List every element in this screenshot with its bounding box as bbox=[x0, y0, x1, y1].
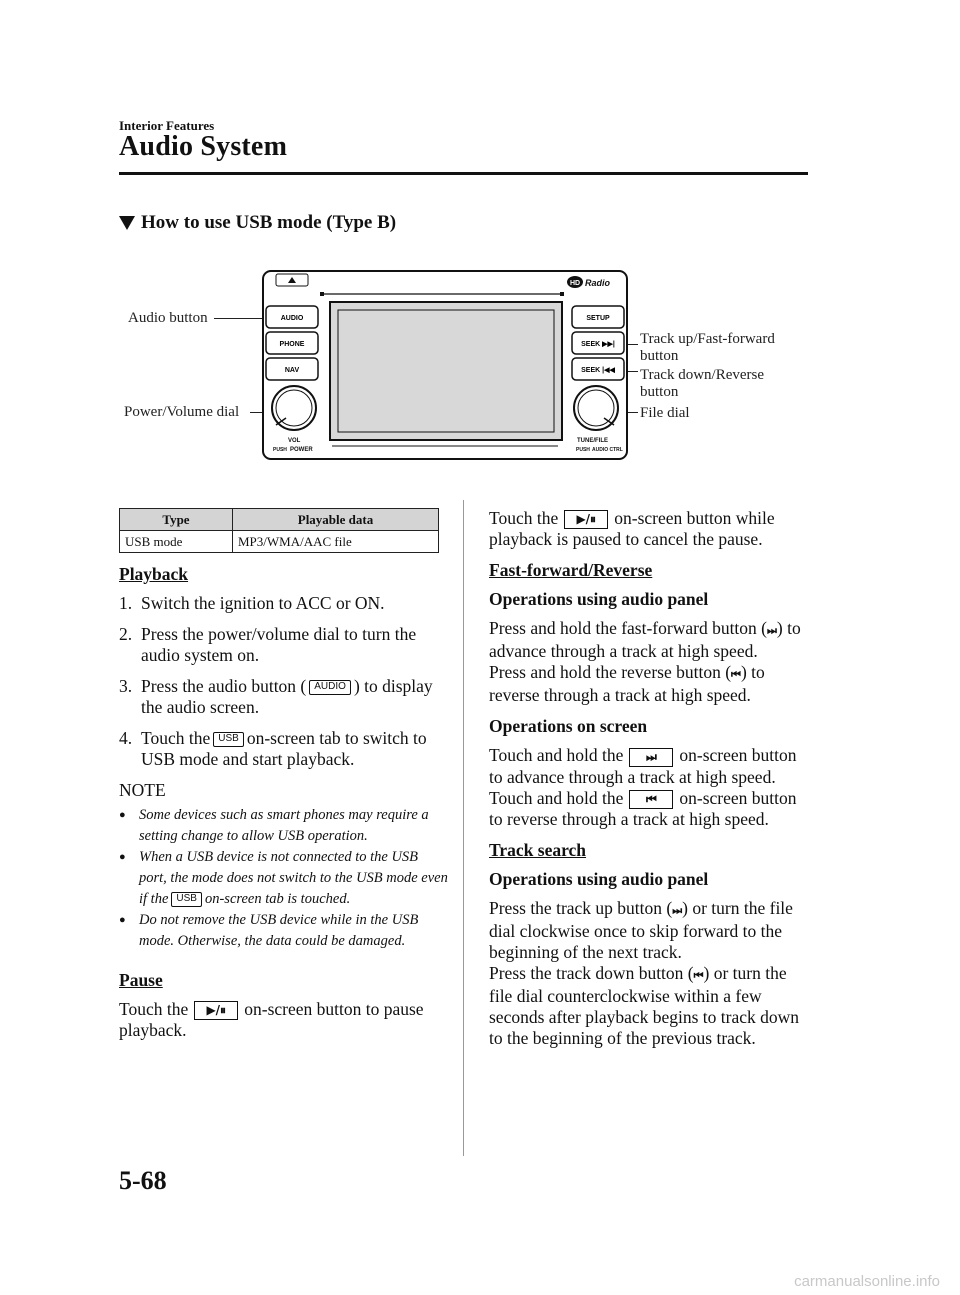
bullet-icon: ● bbox=[119, 914, 126, 926]
label-track-up-1: Track up/Fast-forward bbox=[640, 331, 775, 347]
hd-radio-logo bbox=[567, 276, 611, 288]
list-item: ● Do not remove the USB device while in the USB mode. Otherwise, the data could be damaged. bbox=[119, 910, 449, 952]
label-power-volume-dial: Power/Volume dial bbox=[124, 404, 240, 420]
pause-heading: Pause bbox=[119, 970, 163, 990]
usb-tab-icon: USB bbox=[213, 732, 244, 747]
page-number: 5-68 bbox=[119, 1166, 167, 1195]
unit-setup-button: SETUP bbox=[586, 315, 610, 322]
subheading-text: How to use USB mode (Type B) bbox=[141, 212, 397, 233]
svg-text:HD: HD bbox=[569, 280, 581, 287]
right-column bbox=[489, 508, 814, 1059]
pause-text: Touch the ▶/⏸ on-screen button to pause playback. bbox=[119, 999, 424, 1041]
unit-seek-up-button: SEEK ▶▶| bbox=[581, 341, 615, 348]
footer-watermark: carmanualsonline.info bbox=[794, 1273, 940, 1290]
playback-heading: Playback bbox=[119, 564, 189, 584]
unit-audio-button: AUDIO bbox=[280, 315, 304, 322]
cancel-pause-text: Touch the ▶/⏸ on-screen button while playback is paused to cancel the pause. bbox=[489, 508, 775, 550]
usb-tab-icon: USB bbox=[171, 892, 202, 907]
unit-tune-ctrl: AUDIO CTRL bbox=[592, 447, 623, 453]
fast-forward-icon: ⏭ bbox=[767, 624, 777, 638]
column-divider bbox=[463, 500, 464, 1156]
track-up-icon: ⏭ bbox=[672, 904, 683, 918]
title-rule bbox=[119, 172, 808, 175]
note-heading: NOTE bbox=[119, 780, 166, 800]
ff-screen-text: Touch and hold the ⏭ on-screen button to advance through a track at high speed. Touch and hold the ⏮ on-screen button to reverse through a track at high speed. bbox=[489, 745, 797, 830]
section-label: Interior Features bbox=[119, 118, 215, 133]
list-item: 3. Press the audio button ( AUDIO ) to display the audio screen. bbox=[119, 676, 433, 717]
fast-forward-icon: ⏭ bbox=[629, 748, 673, 767]
audio-button-icon: AUDIO bbox=[309, 680, 351, 695]
label-track-down-1: Track down/Reverse bbox=[640, 367, 765, 383]
track-search-heading: Track search bbox=[489, 840, 587, 861]
label-track-up-2: button bbox=[640, 348, 679, 364]
left-column bbox=[119, 564, 449, 1051]
reverse-icon: ⏮ bbox=[731, 668, 741, 682]
play-pause-icon: ▶/⏸ bbox=[194, 1001, 238, 1020]
table-header-type: Type bbox=[120, 509, 233, 531]
list-item: 4. Touch the USB on-screen tab to switch to USB mode and start playback. bbox=[119, 728, 427, 769]
subheading bbox=[119, 212, 396, 234]
note-list bbox=[119, 805, 449, 952]
reverse-icon: ⏮ bbox=[629, 790, 673, 809]
ops-panel-heading: Operations using audio panel bbox=[489, 589, 709, 610]
triangle-bullet-icon bbox=[119, 216, 135, 230]
table-cell: MP3/WMA/AAC file bbox=[232, 531, 438, 553]
unit-vol-power: POWER bbox=[290, 447, 313, 453]
unit-tune-push: PUSH bbox=[576, 447, 590, 453]
track-down-icon: ⏮ bbox=[693, 969, 704, 983]
list-item: ● Some devices such as smart phones may require a setting change to allow USB operation. bbox=[119, 805, 449, 847]
list-item: 2. Press the power/volume dial to turn the audio system on. bbox=[119, 624, 417, 665]
unit-phone-button: PHONE bbox=[279, 341, 305, 348]
list-item: 1. Switch the ignition to ACC or ON. bbox=[119, 593, 385, 613]
label-audio-button: Audio button bbox=[128, 310, 208, 326]
svg-text:Radio: Radio bbox=[585, 278, 611, 288]
ops-screen-heading: Operations on screen bbox=[489, 716, 648, 737]
label-file-dial: File dial bbox=[640, 405, 690, 421]
track-search-text: Press the track up button (⏭) or turn the file dial clockwise once to skip forward to the beginning of the next track. Press the track down button (⏮) or turn the file dial counterclockwise within a few seconds after playback begins to track down to the beginning of the previous track. bbox=[489, 898, 800, 1049]
unit-nav-button: NAV bbox=[284, 367, 300, 374]
ff-panel-text: Press and hold the fast-forward button (⏭) to advance through a track at high speed. Press and hold the reverse button (⏮) to reverse through a track at high speed. bbox=[489, 618, 801, 706]
leader-audio bbox=[214, 318, 268, 319]
table-cell: USB mode bbox=[120, 531, 233, 553]
playable-data-table bbox=[119, 508, 439, 553]
table-row bbox=[120, 531, 439, 553]
unit-seek-down-button: SEEK |◀◀ bbox=[581, 367, 615, 374]
table-header-data: Playable data bbox=[232, 509, 438, 531]
bullet-icon: ● bbox=[119, 851, 126, 863]
ts-ops-panel-heading: Operations using audio panel bbox=[489, 869, 709, 890]
bullet-icon: ● bbox=[119, 809, 126, 821]
unit-vol-push: PUSH bbox=[273, 447, 287, 453]
unit-tune-label: TUNE/FILE bbox=[577, 438, 608, 444]
label-track-down-2: button bbox=[640, 384, 679, 400]
page-title: Audio System bbox=[119, 131, 288, 162]
play-pause-icon: ▶/⏸ bbox=[564, 510, 608, 529]
unit-vol-label: VOL bbox=[288, 438, 301, 444]
audio-unit-illustration bbox=[262, 270, 628, 460]
list-item: ● When a USB device is not connected to the USB port, the mode does not switch to the USB mode even if the USB on-screen tab is touched. bbox=[119, 847, 449, 910]
ff-heading: Fast-forward/Reverse bbox=[489, 560, 653, 581]
